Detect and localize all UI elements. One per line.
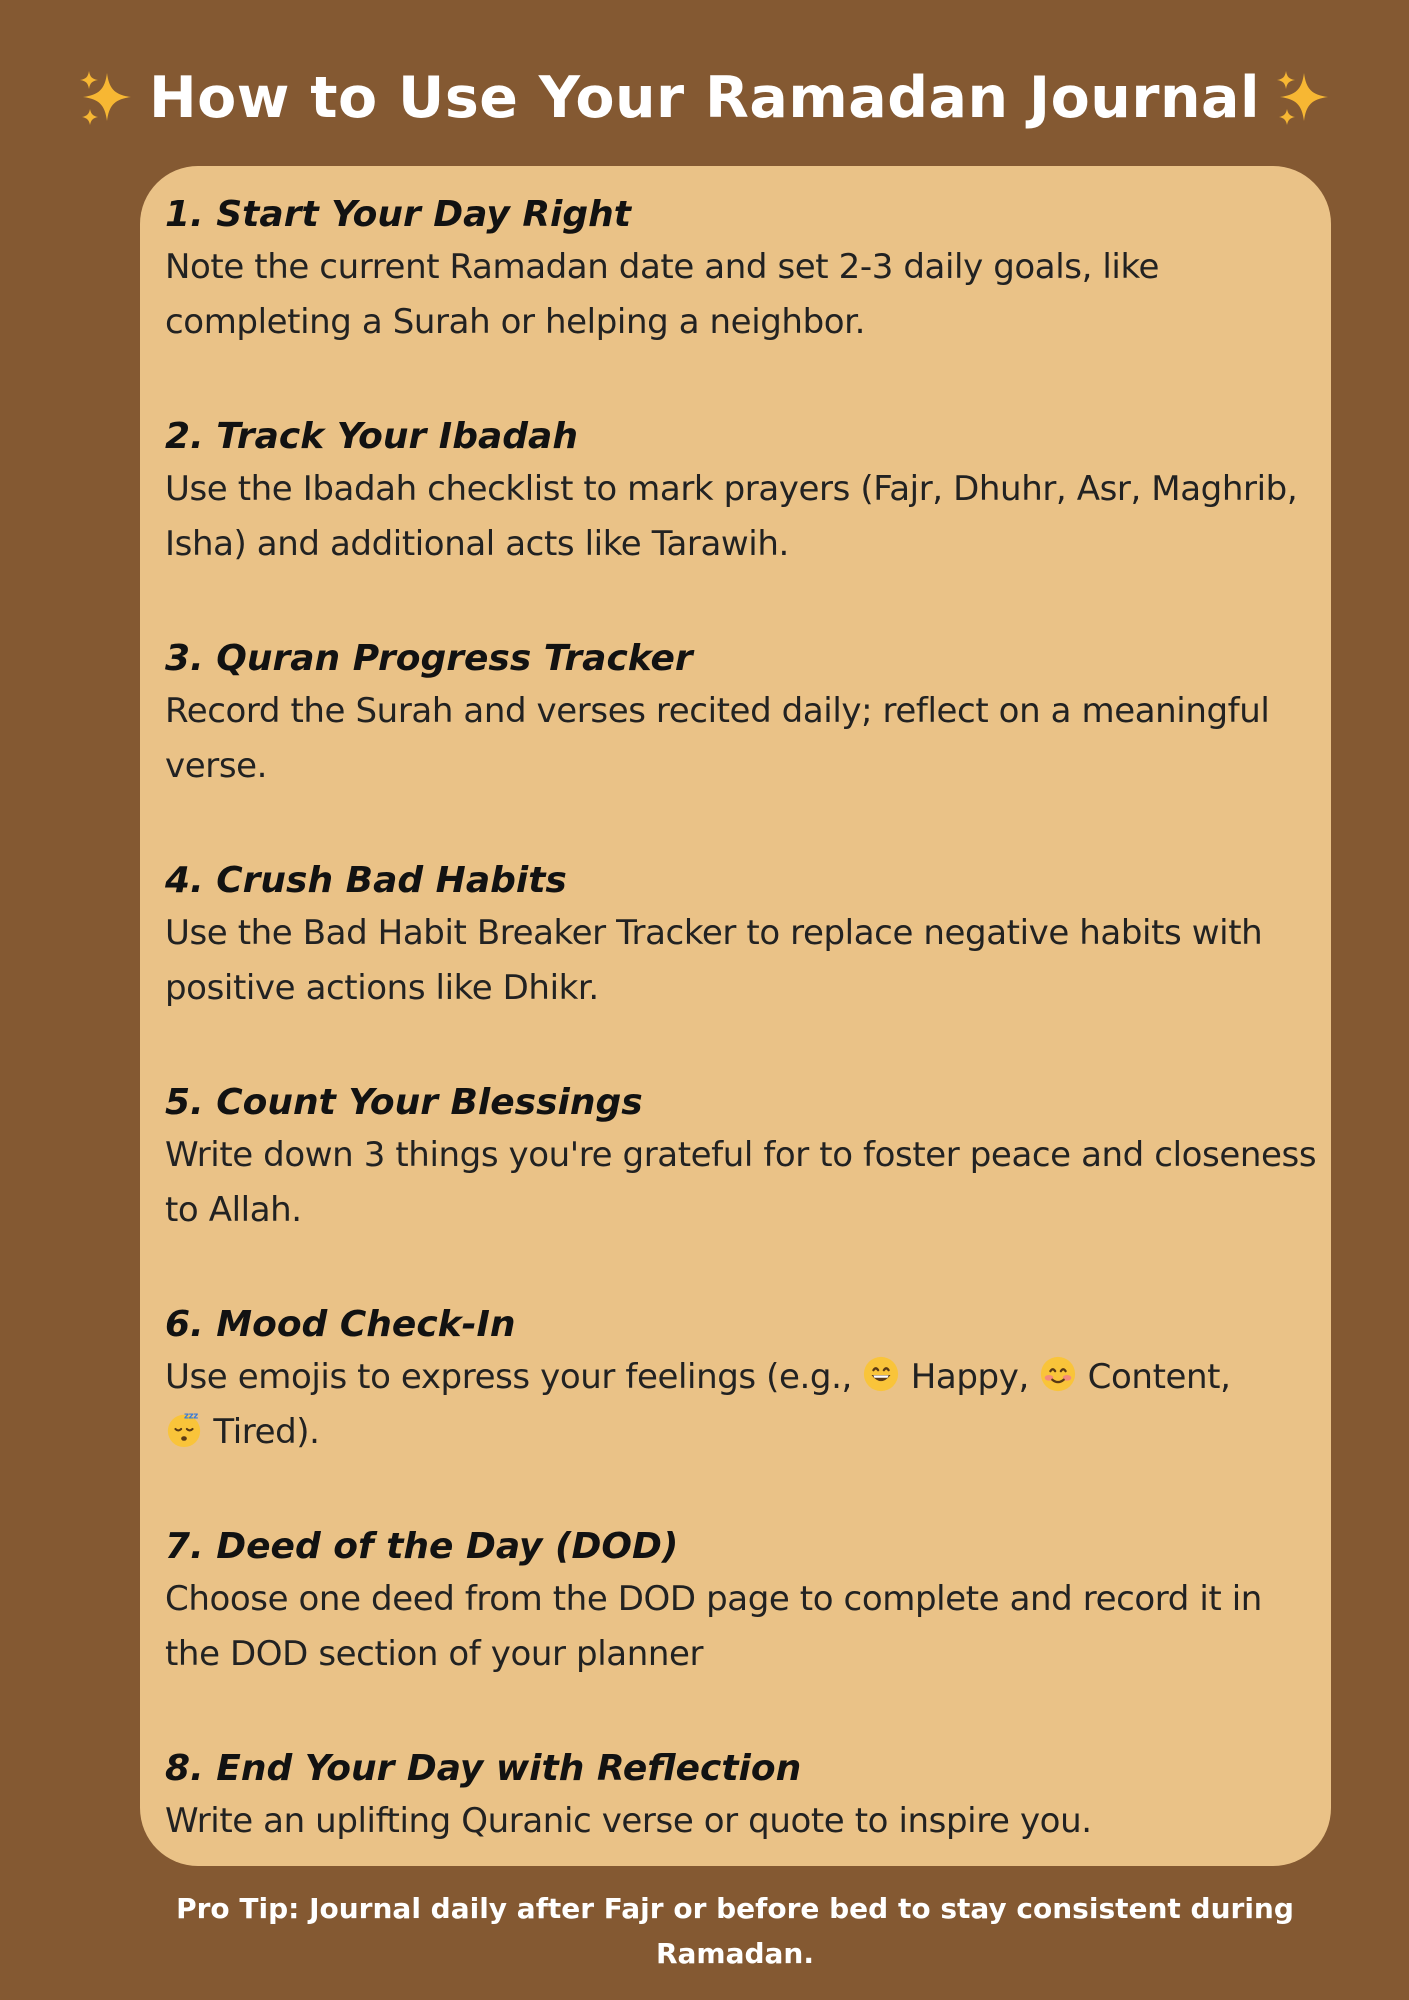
mood-happy-label: Happy,	[900, 1357, 1040, 1397]
sparkles-icon	[77, 67, 135, 129]
page-title: How to Use Your Ramadan Journal	[148, 65, 1261, 131]
mood-intro-text: Use emojis to express your feelings (e.g.,	[165, 1357, 863, 1397]
section-track-ibadah	[165, 412, 1325, 572]
section-body: Use the Bad Habit Breaker Tracker to replace negative habits with positive actions like Dhikr.	[165, 913, 1263, 1008]
section-body	[165, 1350, 1325, 1460]
section-crush-bad-habits	[165, 856, 1325, 1016]
svg-text:zzz: zzz	[184, 1411, 198, 1422]
mood-content-label: Content,	[1077, 1357, 1231, 1397]
mood-tired-label: Tired).	[203, 1412, 320, 1452]
section-heading: 8. End Your Day with Reflection	[165, 1748, 802, 1789]
section-deed-of-the-day	[165, 1522, 1325, 1682]
page-title-row	[0, 58, 1409, 138]
section-body: Choose one deed from the DOD page to complete and record it in the DOD section of your planner	[165, 1579, 1262, 1674]
sparkles-icon	[1274, 67, 1332, 129]
section-heading: 3. Quran Progress Tracker	[165, 638, 693, 679]
section-heading: 7. Deed of the Day (DOD)	[165, 1526, 679, 1567]
section-heading: 6. Mood Check-In	[165, 1304, 516, 1345]
sleeping-face-icon	[165, 1410, 203, 1448]
section-mood-check-in	[165, 1300, 1325, 1460]
section-heading: 2. Track Your Ibadah	[165, 416, 578, 457]
grinning-face-icon	[862, 1355, 900, 1393]
section-start-your-day	[165, 190, 1325, 350]
section-count-blessings	[165, 1078, 1325, 1238]
section-heading: 1. Start Your Day Right	[165, 194, 631, 235]
section-body: Note the current Ramadan date and set 2-3 daily goals, like completing a Surah or helping a neighbor.	[165, 247, 1160, 342]
section-body: Use the Ibadah checklist to mark prayers (Fajr, Dhuhr, Asr, Maghrib, Isha) and additional acts like Tarawih.	[165, 469, 1298, 564]
section-body: Record the Surah and verses recited daily; reflect on a meaningful verse.	[165, 691, 1270, 786]
section-end-your-day	[165, 1744, 1325, 1849]
section-heading: 4. Crush Bad Habits	[165, 860, 567, 901]
pro-tip: Pro Tip: Journal daily after Fajr or before bed to stay consistent during Ramadan.	[176, 1892, 1294, 1970]
section-heading: 5. Count Your Blessings	[165, 1082, 643, 1123]
section-body: Write down 3 things you're grateful for to foster peace and closeness to Allah.	[165, 1135, 1317, 1230]
section-quran-progress	[165, 634, 1325, 794]
section-body: Write an uplifting Quranic verse or quote to inspire you.	[165, 1801, 1092, 1841]
smiling-face-icon	[1039, 1355, 1077, 1393]
